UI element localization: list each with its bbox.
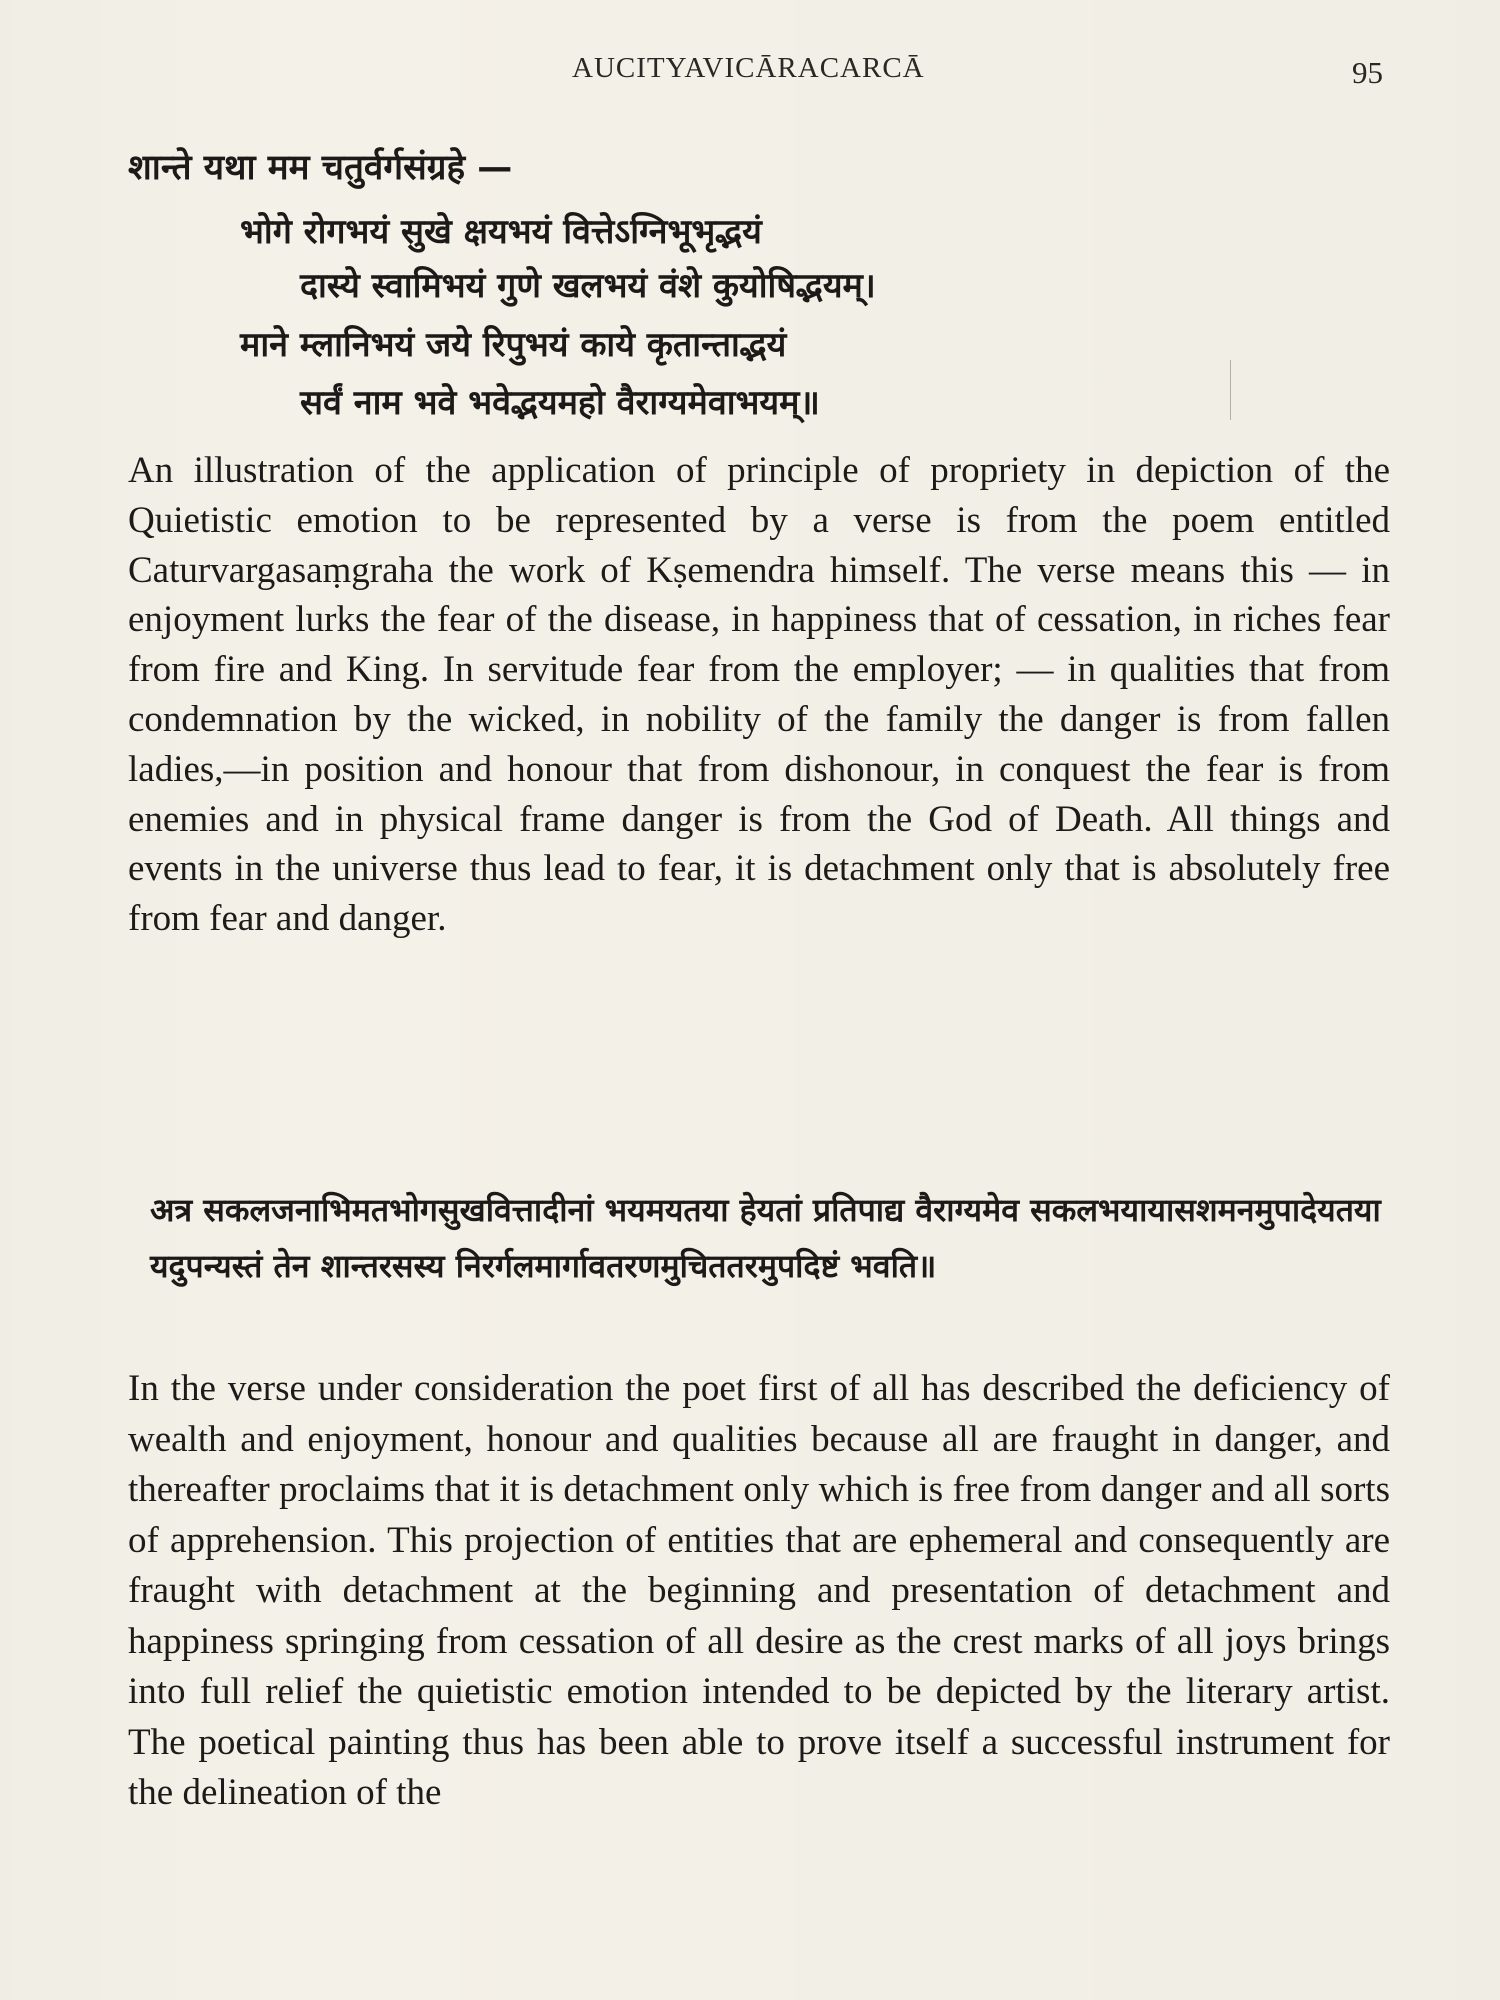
translation-paragraph: An illustration of the application of principle of propriety in depiction of the Quietistic emotion to be represented by a verse is from the poem entitled Caturvargasaṃgraha the work of Kṣemendra himself. The verse means this — in enjoyment lurks the fear of the disease, in happiness that of cessation, in riches fear from fire and King. In servitude fear from the employer; — in qualities that from condemnation by the wicked, in nobility of the family the danger is from fallen ladies,—in position and honour that from dishonour, in conquest the fear is from enemies and in physical frame danger is from the God of Death. All things and events in the universe thus lead to fear, it is detachment only that is absolutely free from fear and danger.: [128, 450, 1390, 940]
sanskrit-verse-line: भोगे रोगभयं सुखे क्षयभयं वित्तेऽग्निभूभृद्भयं: [240, 212, 762, 252]
verse-translation: [128, 446, 1390, 944]
sanskrit-verse-line: सर्वं नाम भवे भवेद्भयमहो वैराग्यमेवाभयम्॥: [300, 383, 820, 423]
sanskrit-commentary: अत्र सकलजनाभिमतभोगसुखवित्तादीनां भयमयतया हेयतां प्रतिपाद्य वैराग्यमेव सकलभयायासशमनमुपादेयतया यदुपन्यस्तं तेन शान्तरसस्य निरर्गलमार्गावतरणमुचिततरमुपदिष्टं भवति॥: [150, 1191, 1381, 1285]
page-mark: [1230, 360, 1231, 420]
page-number: 95: [1352, 55, 1383, 90]
sanskrit-intro: शान्ते यथा मम चतुर्वर्गसंग्रहे —: [128, 148, 513, 188]
running-head: AUCITYAVICĀRACARCĀ: [572, 52, 925, 84]
commentary-translation: [128, 1364, 1390, 1819]
sanskrit-verse-line: माने म्लानिभयं जये रिपुभयं काये कृतान्ताद्भयं: [240, 325, 787, 365]
commentary-paragraph: In the verse under consideration the poet first of all has described the deficiency of wealth and enjoyment, honour and qualities because all are fraught in danger, and thereafter proclaims that it is detachment only which is free from danger and all sorts of apprehension. This projection of entities that are ephemeral and consequently are fraught with detachment at the beginning and presentation of detachment and happiness springing from cessation of all desire as the crest marks of all joys brings into full relief the quietistic emotion intended to be depicted by the literary artist. The poetical painting thus has been able to prove itself a successful instrument for the delineation of the: [128, 1368, 1390, 1813]
sanskrit-verse-line: दास्ये स्वामिभयं गुणे खलभयं वंशे कुयोषिद्भयम्।: [300, 266, 876, 306]
